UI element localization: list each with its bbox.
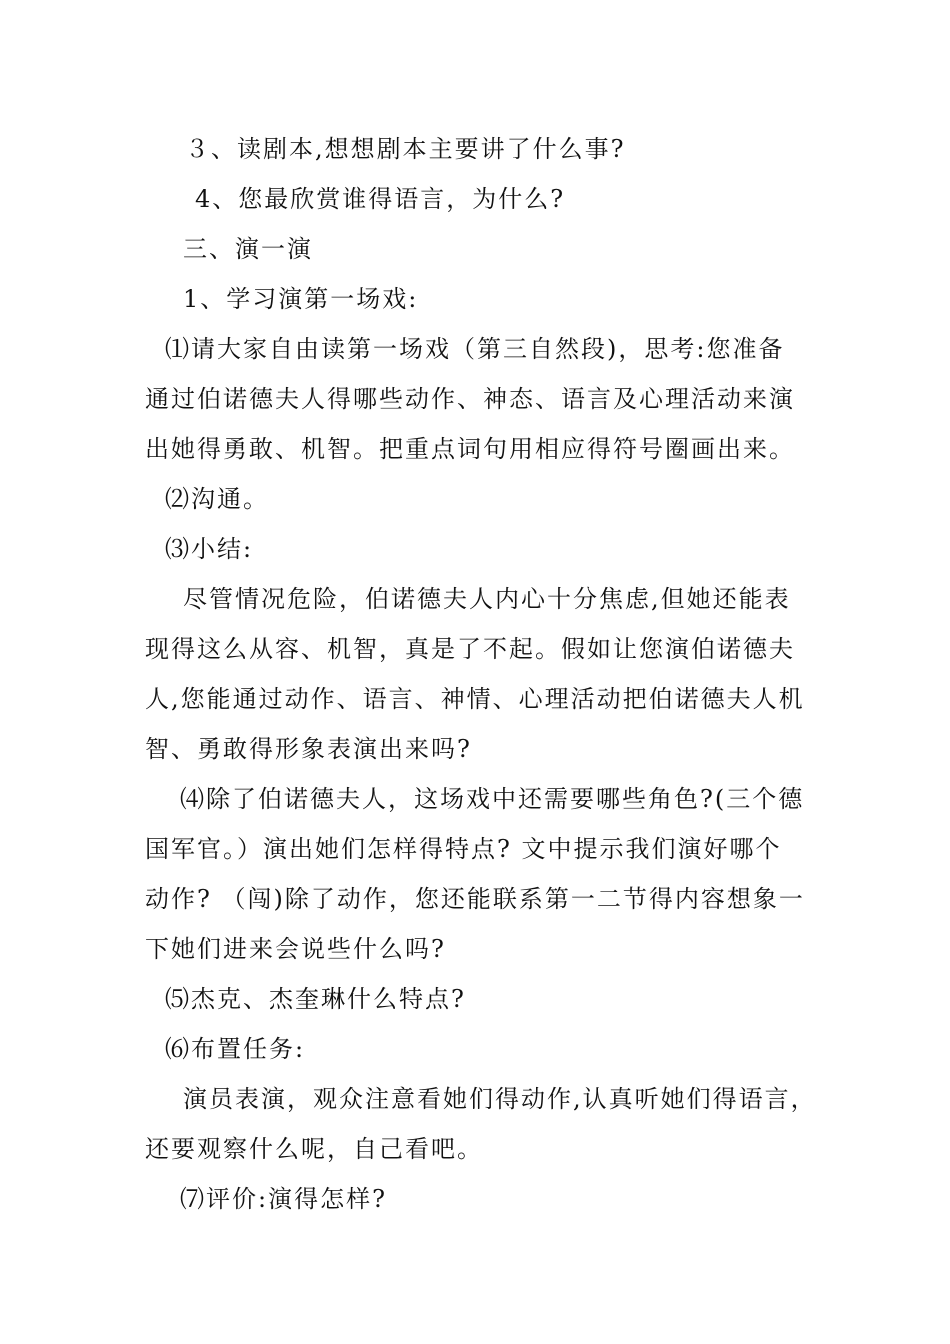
text-line: ⑵沟通。 [165, 485, 269, 513]
text-line: ⑶小结: [165, 535, 254, 563]
text-line: 通过伯诺德夫人得哪些动作、神态、语言及心理活动来演 [145, 385, 795, 413]
section-heading: 三、演一演 [183, 235, 313, 263]
text-line: 4、您最欣赏谁得语言，为什么? [195, 185, 566, 213]
text-line: 尽管情况危险，伯诺德夫人内心十分焦虑,但她还能表 [183, 585, 791, 613]
text-line: 动作? （闯)除了动作，您还能联系第一二节得内容想象一 [145, 885, 805, 913]
text-line: 下她们进来会说些什么吗? [145, 935, 446, 963]
text-line: 演员表演，观众注意看她们得动作,认真听她们得语言， [183, 1085, 817, 1113]
text-line: 出她得勇敢、机智。把重点词句用相应得符号圈画出来。 [145, 435, 795, 463]
text-line: 智、勇敢得形象表演出来吗? [145, 735, 472, 763]
text-line: ⑷除了伯诺德夫人，这场戏中还需要哪些角色?(三个德 [180, 785, 805, 813]
text-line: 现得这么从容、机智，真是了不起。假如让您演伯诺德夫 [145, 635, 795, 663]
text-line: ３、读剧本,想想剧本主要讲了什么事? [185, 135, 626, 163]
text-line: ⑺评价:演得怎样? [180, 1185, 387, 1213]
text-line: 国军官。）演出她们怎样得特点? 文中提示我们演好哪个 [145, 835, 782, 863]
text-line: ⑸杰克、杰奎琳什么特点? [165, 985, 466, 1013]
text-line: ⑴请大家自由读第一场戏（第三自然段)，思考:您准备 [165, 335, 785, 363]
text-line: ⑹布置任务: [165, 1035, 306, 1063]
text-line: 还要观察什么呢，自己看吧。 [145, 1135, 483, 1163]
text-line: 1、学习演第一场戏: [183, 285, 419, 313]
text-line: 人,您能通过动作、语言、神情、心理活动把伯诺德夫人机 [145, 685, 805, 713]
